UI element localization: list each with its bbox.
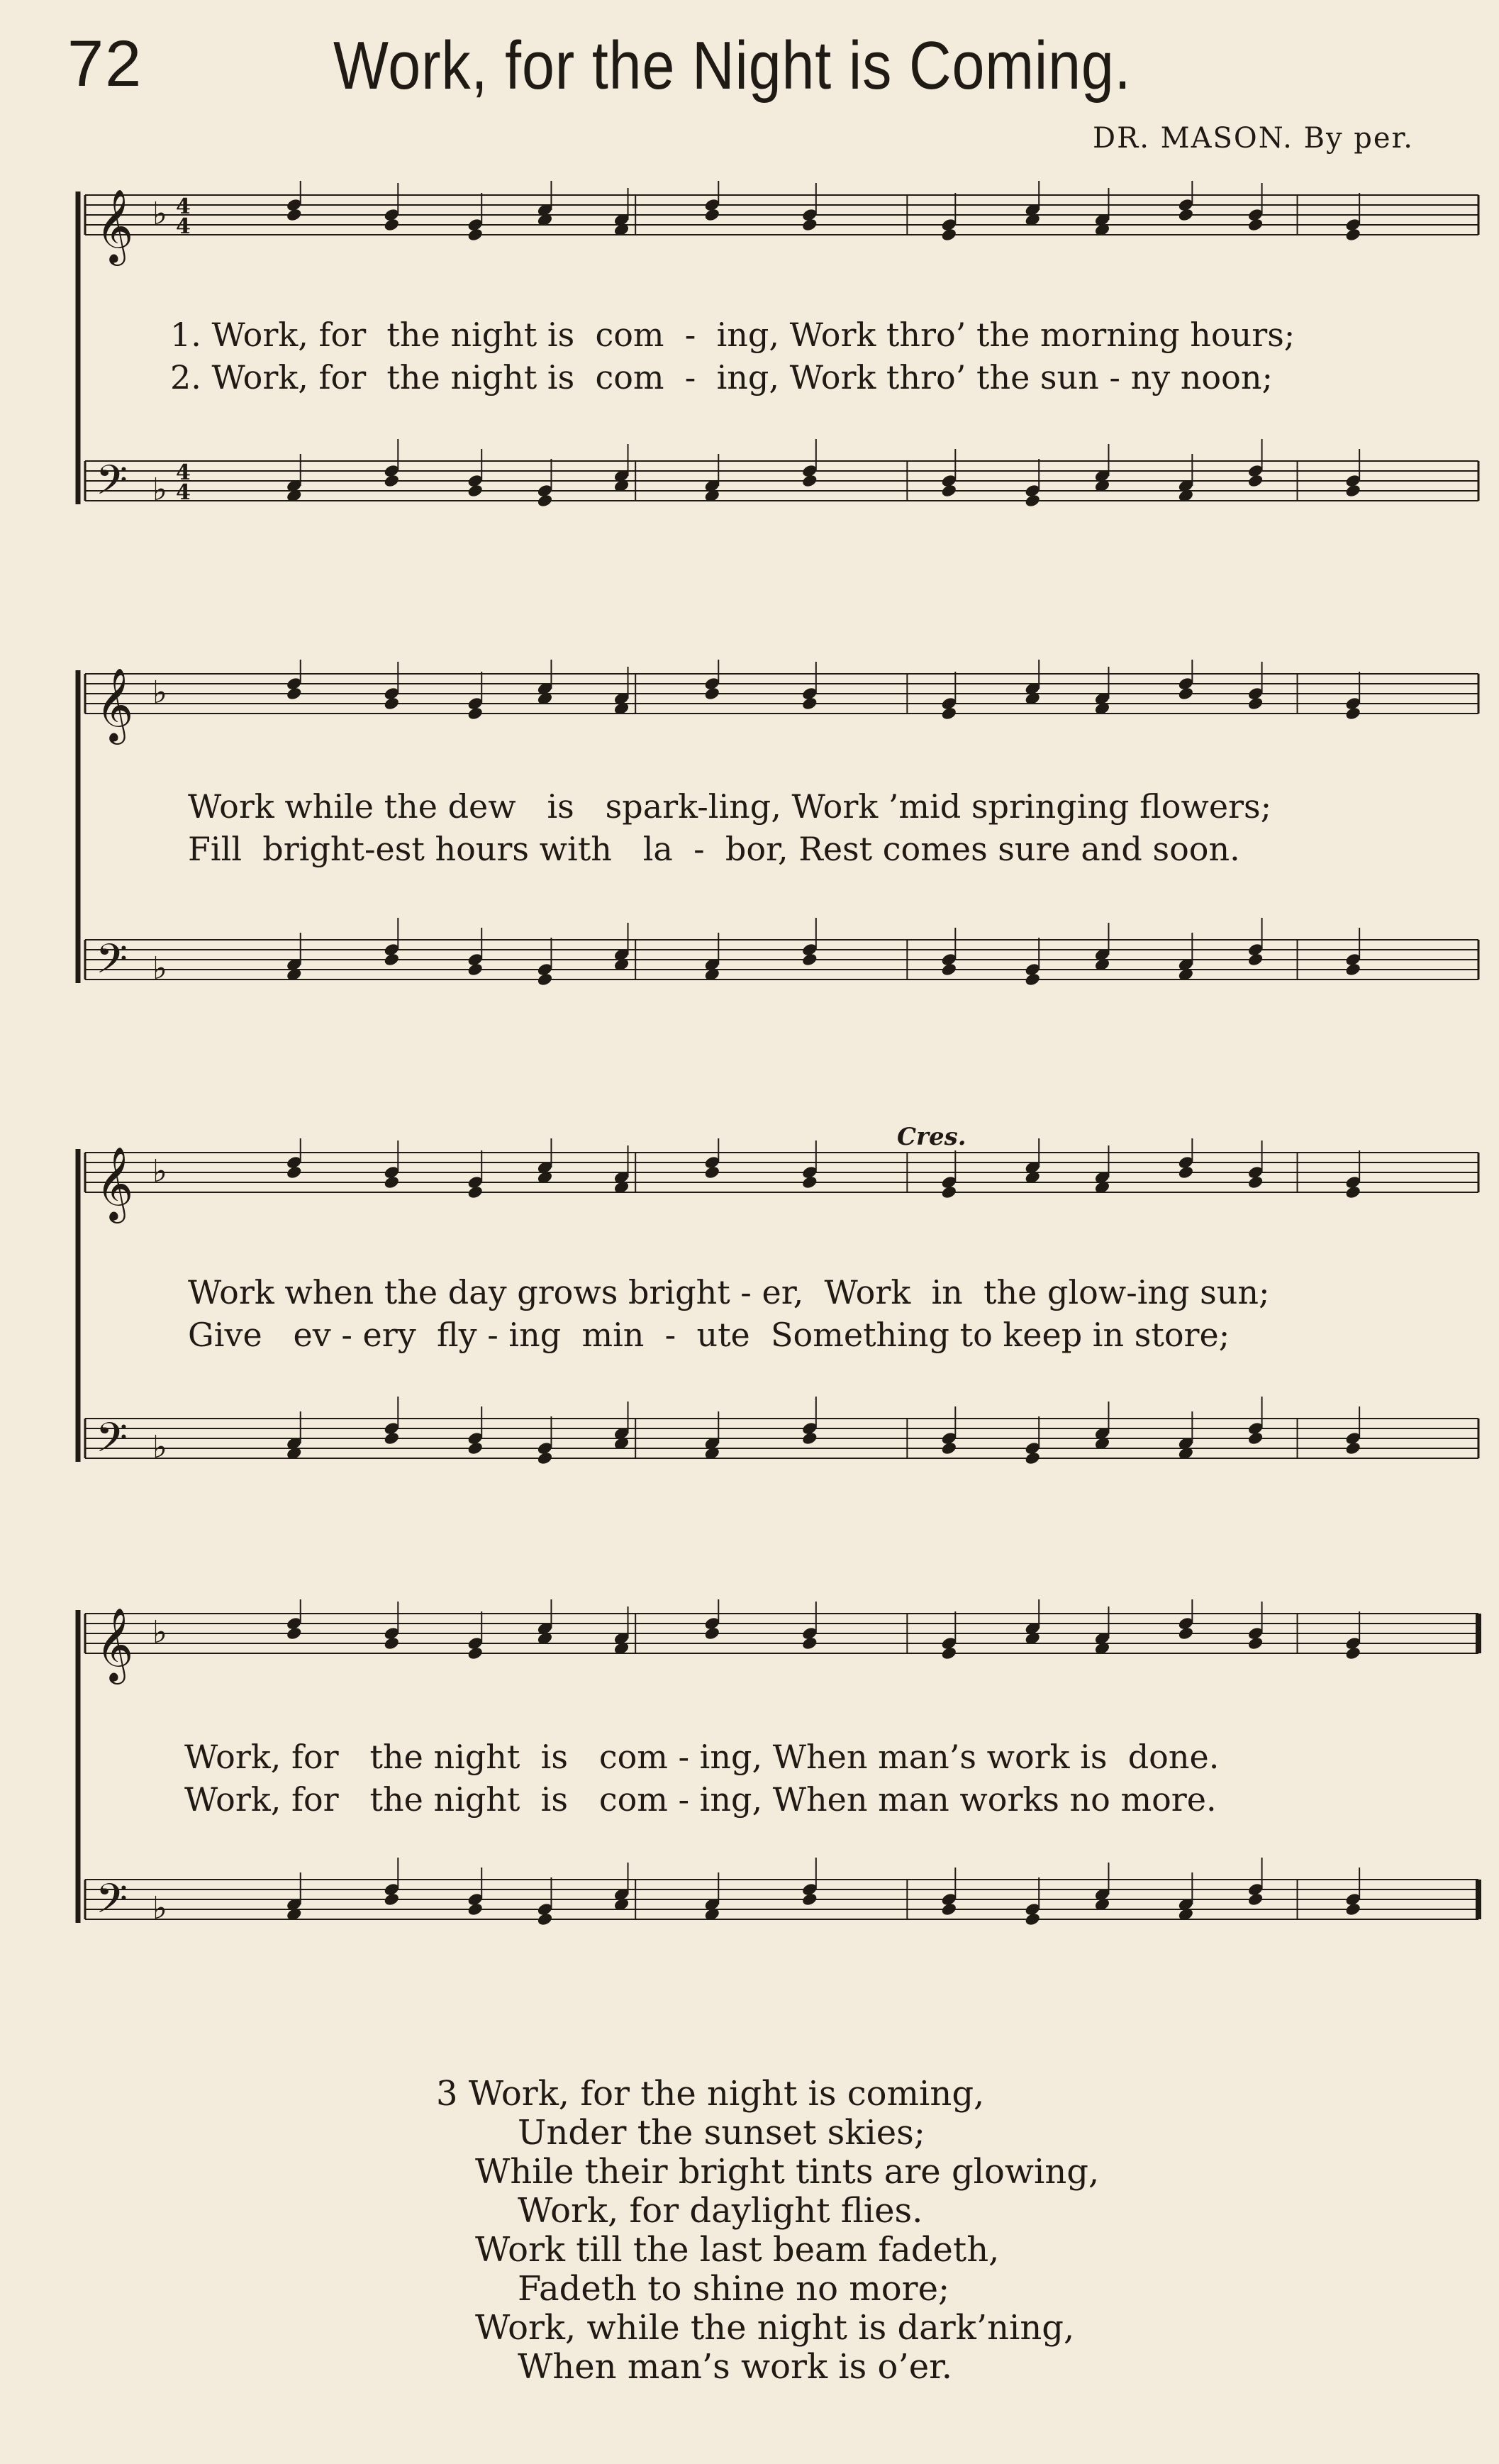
stanza-line: When man’s work is o’er. [518,2347,953,2387]
music-system-2 [71,660,1482,1121]
hymn-title: Work, for the Night is Coming. [333,28,1132,104]
lyric-line-1: Work when the day grows bright - er, Work in the glow-ing sun; [188,1273,1270,1311]
stanza-line: Under the sunset skies; [518,2113,925,2153]
bass-clef-icon: 𝄢 [96,1875,128,1933]
flat-icon: ♭ [152,1889,167,1926]
crescendo-marking: Cres. [897,1123,966,1151]
staff-graphic-1 [71,181,1482,642]
treble-clef-icon: 𝄞 [96,1607,134,1682]
flat-icon: ♭ [152,195,167,232]
bass-clef-icon: 𝄢 [96,1414,128,1472]
bass-clef-icon: 𝄢 [96,935,128,993]
stanza-line: While their bright tints are glowing, [475,2152,1100,2192]
stanza-line: Work till the last beam fadeth, [475,2230,1000,2270]
lyric-line-2: Fill bright-est hours with la - bor, Rest comes sure and soon. [188,830,1240,868]
treble-clef-icon: 𝄞 [96,189,134,263]
music-system-4 [71,1599,1482,2060]
treble-clef-icon: 𝄞 [96,667,134,742]
staff-graphic-3 [71,1138,1482,1599]
stanza-line: Work, for daylight flies. [518,2191,923,2231]
time-signature-bottom: 4 [176,480,191,505]
music-system-1 [71,181,1482,642]
bass-clef-icon: 𝄢 [96,456,128,514]
stanza-line: Fadeth to shine no more; [518,2269,950,2309]
stanza-line: Work, while the night is dark’ning, [475,2308,1075,2348]
stanza-line: 3 Work, for the night is coming, [436,2074,985,2114]
stanza-3 [436,2075,1099,2387]
lyric-line-2: Give ev - ery fly - ing min - ute Something to keep in store; [188,1316,1230,1354]
flat-icon: ♭ [152,1614,167,1650]
page-number: 72 [67,28,143,100]
staff-graphic-2 [71,660,1482,1121]
lyric-line-2: 2. Work, for the night is com - ing, Work thro’ the sun - ny noon; [170,358,1273,396]
flat-icon: ♭ [152,471,167,508]
staff-graphic-4 [71,1599,1482,2060]
flat-icon: ♭ [152,1153,167,1189]
flat-icon: ♭ [152,674,167,711]
time-signature-top: 4 [176,194,191,219]
flat-icon: ♭ [152,1428,167,1465]
lyric-line-1: 1. Work, for the night is com - ing, Work thro’ the morning hours; [170,316,1295,354]
flat-icon: ♭ [152,950,167,987]
lyric-line-1: Work while the dew is spark-ling, Work ’mid springing flowers; [188,787,1272,826]
time-signature-bottom: 4 [176,214,191,239]
time-signature-top: 4 [176,460,191,485]
lyric-line-2: Work, for the night is com - ing, When man works no more. [184,1780,1217,1819]
lyric-line-1: Work, for the night is com - ing, When man’s work is done. [184,1738,1220,1776]
music-system-3 [71,1123,1482,1599]
composer-credit: DR. MASON. By per. [1093,122,1414,155]
treble-clef-icon: 𝄞 [96,1146,134,1221]
